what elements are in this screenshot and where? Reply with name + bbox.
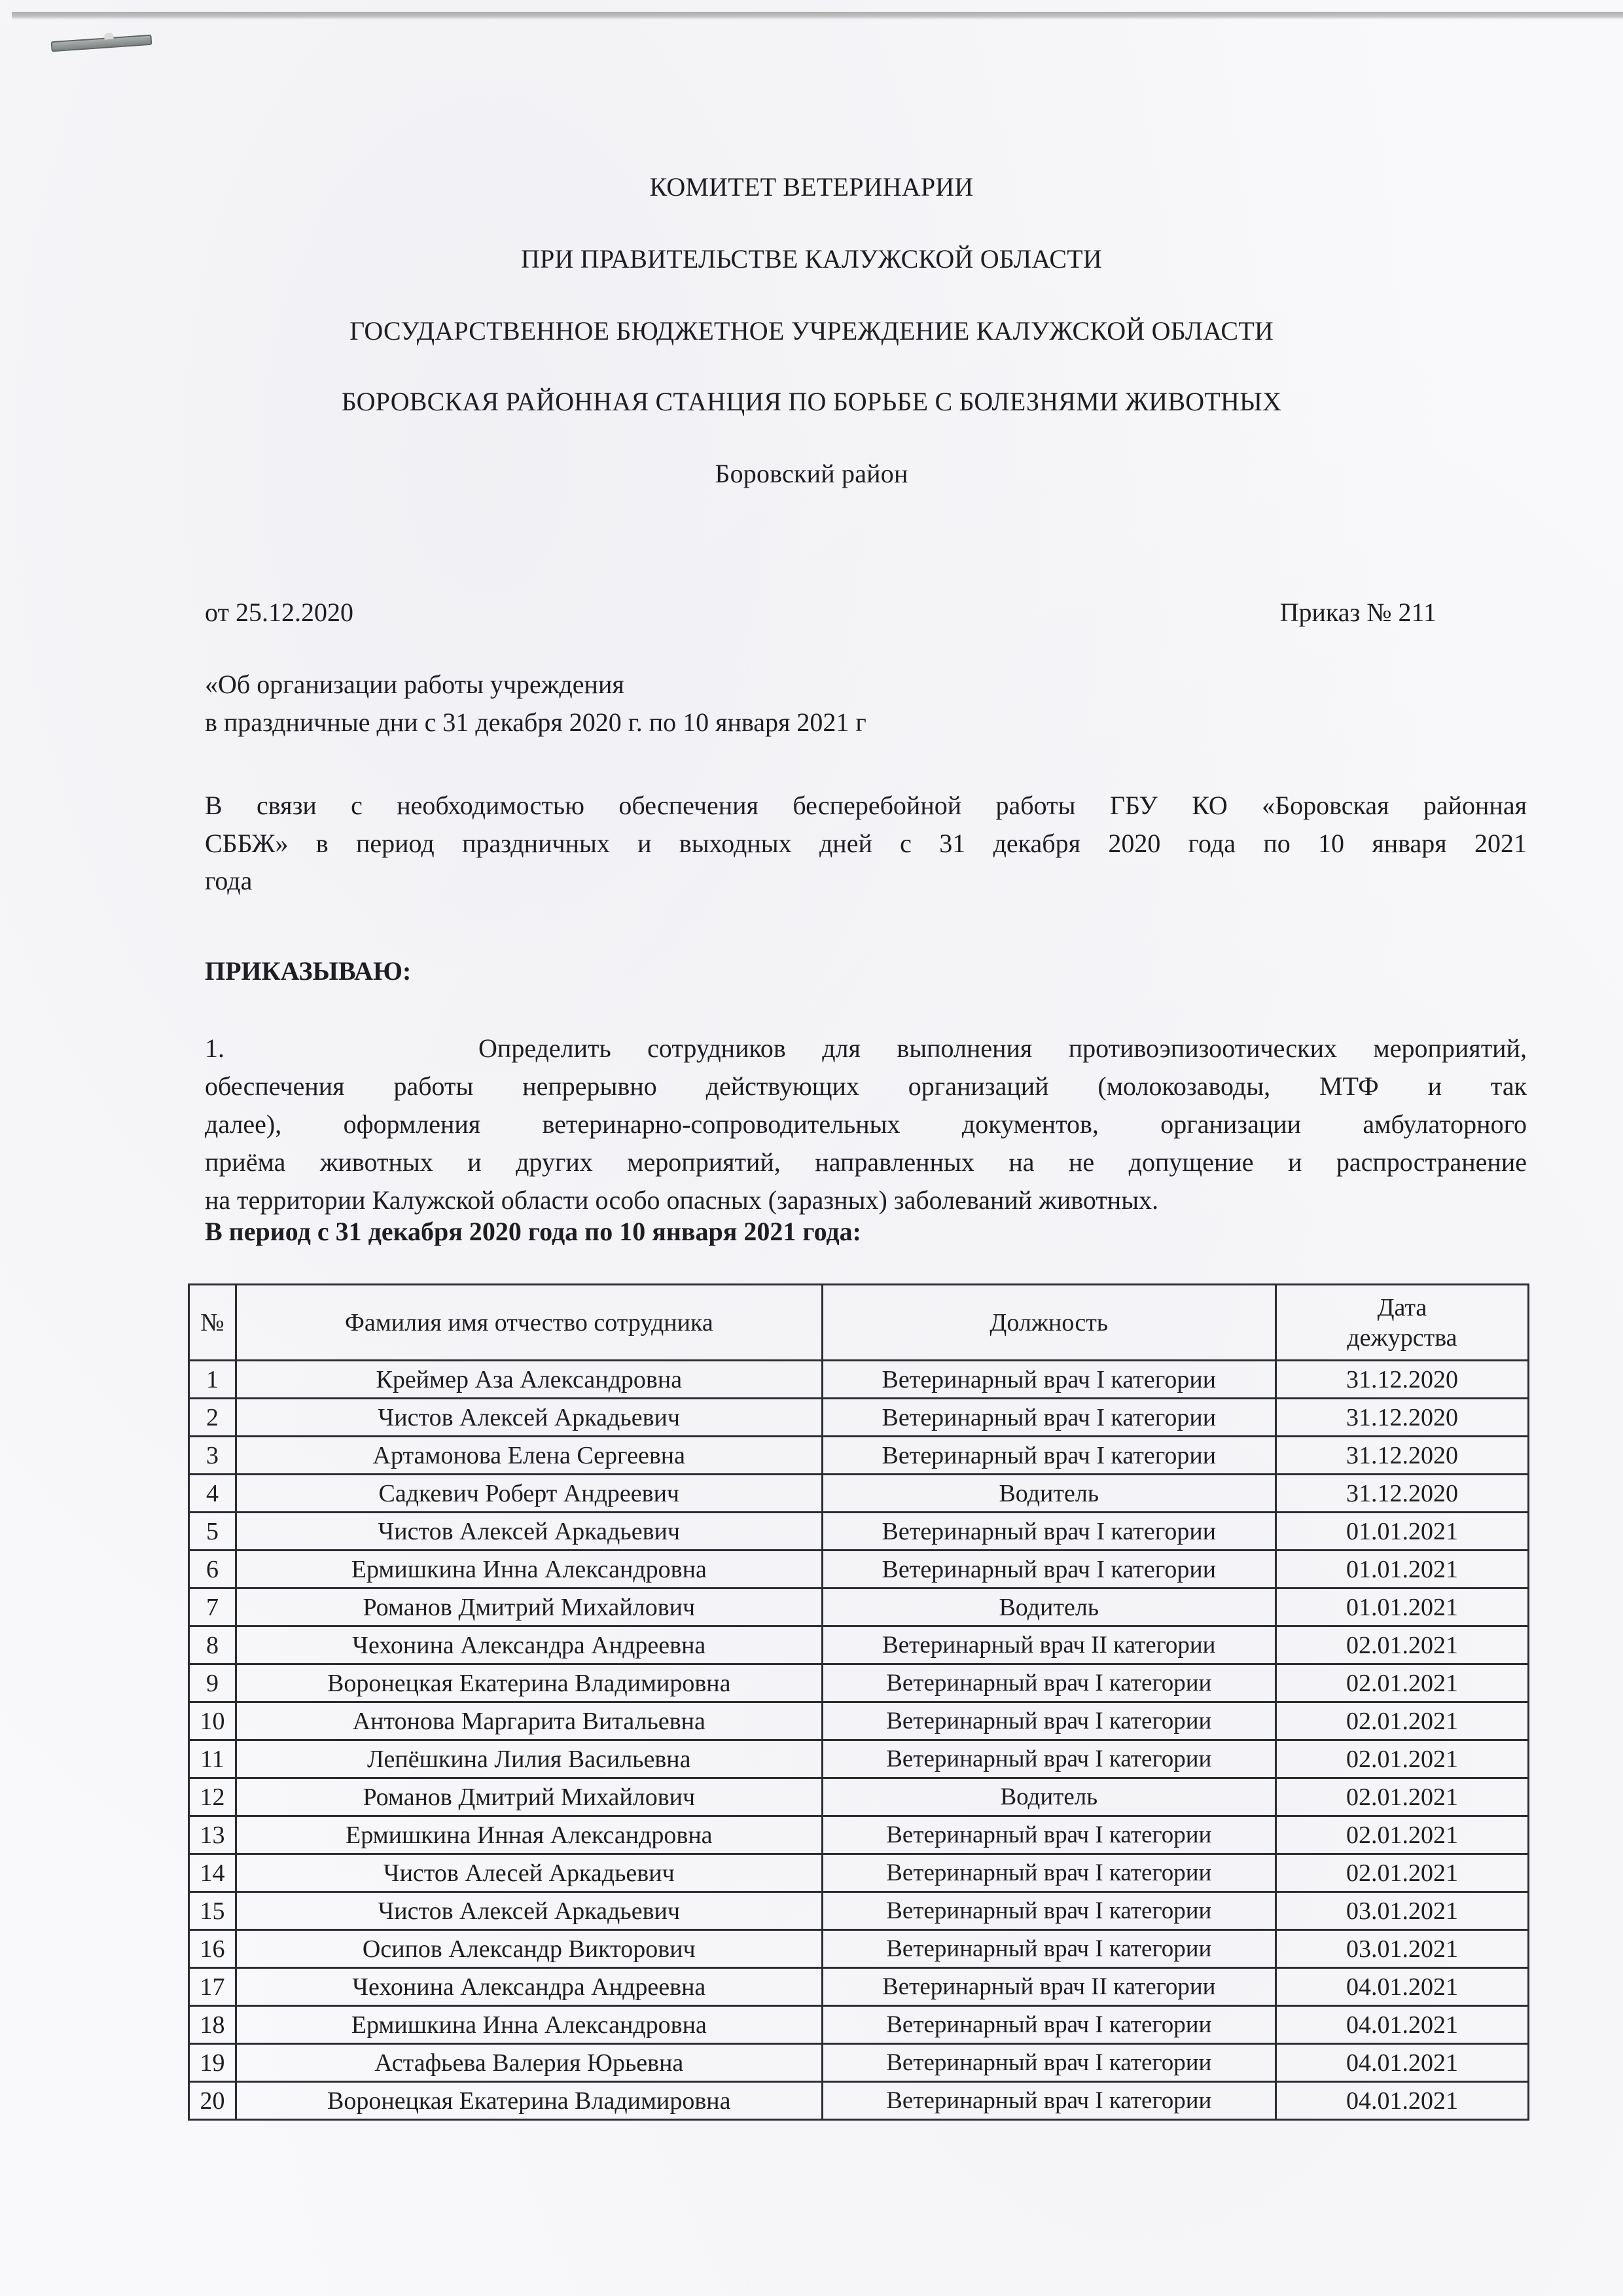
duty-date: 01.01.2021 <box>1275 1513 1528 1551</box>
table-row <box>189 1551 1529 1588</box>
employee-position: Ветеринарный врач I категории <box>822 2082 1275 2120</box>
order-command: ПРИКАЗЫВАЮ: <box>205 956 412 986</box>
duty-date: 02.01.2021 <box>1275 1626 1528 1664</box>
employee-name: Ермишкина Инна Александровна <box>236 1551 822 1588</box>
preamble-text-1: В связи с необходимостью обеспечения бесперебойной работы ГБУ КО «Боровская районная <box>205 791 1527 820</box>
employee-name: Осипов Александр Викторович <box>236 1930 822 1968</box>
row-number: 14 <box>189 1854 236 1892</box>
row-number: 6 <box>189 1551 236 1588</box>
employee-name: Креймер Аза Александровна <box>236 1361 822 1399</box>
table-row <box>189 1588 1529 1626</box>
employee-position: Ветеринарный врач I категории <box>822 2044 1275 2082</box>
header-line-institution: ГОСУДАРСТВЕННОЕ БЮДЖЕТНОЕ УЧРЕЖДЕНИЕ КАЛУЖСКОЙ ОБЛАСТИ <box>349 316 1274 346</box>
table-row <box>189 1740 1529 1778</box>
table-row <box>189 1702 1529 1740</box>
column-header-duty-date-line-1: Дата <box>1377 1293 1427 1321</box>
column-header-name: Фамилия имя отчество сотрудника <box>236 1285 822 1361</box>
row-number: 7 <box>189 1588 236 1626</box>
table-row <box>189 1437 1529 1475</box>
row-number: 1 <box>189 1361 236 1399</box>
row-number: 12 <box>189 1778 236 1816</box>
table-row <box>189 1361 1529 1399</box>
row-number: 18 <box>189 2006 236 2044</box>
preamble-line-1 <box>205 790 1527 821</box>
table-row <box>189 2006 1529 2044</box>
column-header-position: Должность <box>822 1285 1275 1361</box>
row-number: 8 <box>189 1626 236 1664</box>
column-header-duty-date-line-2: дежурства <box>1347 1323 1457 1352</box>
table-row <box>189 1968 1529 2006</box>
table-row <box>189 1475 1529 1513</box>
employee-name: Артамонова Елена Сергеевна <box>236 1437 822 1475</box>
employee-name: Чистов Алексей Аркадьевич <box>236 1399 822 1437</box>
row-number: 16 <box>189 1930 236 1968</box>
duty-date: 02.01.2021 <box>1275 1778 1528 1816</box>
duty-date: 04.01.2021 <box>1275 1968 1528 2006</box>
employee-position: Ветеринарный врач I категории <box>822 1437 1275 1475</box>
header-line-committee: КОМИТЕТ ВЕТЕРИНАРИИ <box>649 172 974 202</box>
duty-date: 02.01.2021 <box>1275 1816 1528 1854</box>
table-row <box>189 1892 1529 1930</box>
employee-position: Ветеринарный врач I категории <box>822 2006 1275 2044</box>
clause-1-line-1 <box>205 1033 1527 1064</box>
staple-mark <box>51 35 152 52</box>
clause-1-text-4: приёма животных и других мероприятий, направленных на не допущение и распространение <box>205 1147 1527 1177</box>
employee-name: Чистов Алексей Аркадьевич <box>236 1892 822 1930</box>
table-row <box>189 1664 1529 1702</box>
table-row <box>189 1626 1529 1664</box>
duty-date: 01.01.2021 <box>1275 1551 1528 1588</box>
employee-name: Чехонина Александра Андреевна <box>236 1968 822 2006</box>
order-subject-line-2: в праздничные дни с 31 декабря 2020 г. по 10 января 2021 г <box>205 708 866 737</box>
duty-date: 04.01.2021 <box>1275 2006 1528 2044</box>
row-number: 13 <box>189 1816 236 1854</box>
employee-name: Лепёшкина Лилия Васильевна <box>236 1740 822 1778</box>
clause-1-line-2 <box>205 1071 1527 1102</box>
period-heading: В период с 31 декабря 2020 года по 10 января 2021 года: <box>205 1217 861 1246</box>
employee-position: Водитель <box>822 1588 1275 1626</box>
table-row <box>189 1778 1529 1816</box>
row-number: 11 <box>189 1740 236 1778</box>
order-date: от 25.12.2020 <box>205 598 353 627</box>
employee-name: Романов Дмитрий Михайлович <box>236 1778 822 1816</box>
employee-position: Ветеринарный врач I категории <box>822 1854 1275 1892</box>
scan-edge-shadow <box>12 12 1623 20</box>
clause-1-line-3 <box>205 1109 1527 1140</box>
duty-date: 04.01.2021 <box>1275 2082 1528 2120</box>
employee-position: Водитель <box>822 1475 1275 1513</box>
duty-date: 02.01.2021 <box>1275 1702 1528 1740</box>
clause-1-text-1: 1. Определить сотрудников для выполнения противоэпизоотических мероприятий, <box>205 1033 1527 1063</box>
order-subject-line-1: «Об организации работы учреждения <box>205 670 624 699</box>
employee-name: Чистов Алесей Аркадьевич <box>236 1854 822 1892</box>
employee-name: Ермишкина Инная Александровна <box>236 1816 822 1854</box>
clause-1-text-2: обеспечения работы непрерывно действующих организаций (молокозаводы, МТФ и так <box>205 1071 1527 1101</box>
table-row <box>189 2082 1529 2120</box>
duty-date: 01.01.2021 <box>1275 1588 1528 1626</box>
clause-1-line-5: на территории Калужской области особо опасных (заразных) заболеваний животных. <box>205 1185 1159 1215</box>
employee-position: Водитель <box>822 1778 1275 1816</box>
table-row <box>189 1816 1529 1854</box>
employee-position: Ветеринарный врач I категории <box>822 1399 1275 1437</box>
duty-date: 31.12.2020 <box>1275 1399 1528 1437</box>
table-row <box>189 2044 1529 2082</box>
order-number: Приказ № 211 <box>1279 598 1436 627</box>
duty-date: 02.01.2021 <box>1275 1664 1528 1702</box>
column-header-duty-date <box>1275 1285 1528 1361</box>
row-number: 9 <box>189 1664 236 1702</box>
duty-date: 02.01.2021 <box>1275 1740 1528 1778</box>
row-number: 4 <box>189 1475 236 1513</box>
preamble-line-3: года <box>205 866 253 895</box>
row-number: 20 <box>189 2082 236 2120</box>
employee-position: Ветеринарный врач I категории <box>822 1702 1275 1740</box>
employee-name: Антонова Маргарита Витальевна <box>236 1702 822 1740</box>
employee-position: Ветеринарный врач I категории <box>822 1664 1275 1702</box>
row-number: 3 <box>189 1437 236 1475</box>
row-number: 19 <box>189 2044 236 2082</box>
duty-date: 02.01.2021 <box>1275 1854 1528 1892</box>
duty-date: 31.12.2020 <box>1275 1437 1528 1475</box>
employee-position: Ветеринарный врач I категории <box>822 1513 1275 1551</box>
employee-position: Ветеринарный врач II категории <box>822 1968 1275 2006</box>
duty-date: 31.12.2020 <box>1275 1475 1528 1513</box>
table-row <box>189 1854 1529 1892</box>
employee-name: Воронецкая Екатерина Владимировна <box>236 1664 822 1702</box>
row-number: 10 <box>189 1702 236 1740</box>
employee-position: Ветеринарный врач I категории <box>822 1361 1275 1399</box>
row-number: 15 <box>189 1892 236 1930</box>
clause-1-text-3: далее), оформления ветеринарно-сопроводительных документов, организации амбулаторного <box>205 1109 1527 1139</box>
clause-1-line-4 <box>205 1147 1527 1178</box>
employee-position: Ветеринарный врач II категории <box>822 1626 1275 1664</box>
employee-name: Астафьева Валерия Юрьевна <box>236 2044 822 2082</box>
duty-date: 03.01.2021 <box>1275 1892 1528 1930</box>
row-number: 5 <box>189 1513 236 1551</box>
table-row <box>189 1513 1529 1551</box>
row-number: 2 <box>189 1399 236 1437</box>
employee-name: Ермишкина Инна Александровна <box>236 2006 822 2044</box>
header-district: Боровский район <box>715 459 908 488</box>
employee-position: Ветеринарный врач I категории <box>822 1740 1275 1778</box>
preamble-text-2: СББЖ» в период праздничных и выходных дней с 31 декабря 2020 года по 10 января 2021 <box>205 829 1527 858</box>
employee-name: Садкевич Роберт Андреевич <box>236 1475 822 1513</box>
employee-name: Воронецкая Екатерина Владимировна <box>236 2082 822 2120</box>
table-row <box>189 1399 1529 1437</box>
preamble-line-2 <box>205 828 1527 859</box>
employee-name: Романов Дмитрий Михайлович <box>236 1588 822 1626</box>
duty-date: 04.01.2021 <box>1275 2044 1528 2082</box>
header-line-station: БОРОВСКАЯ РАЙОННАЯ СТАНЦИЯ ПО БОРЬБЕ С БОЛЕЗНЯМИ ЖИВОТНЫХ <box>341 387 1282 416</box>
employee-position: Ветеринарный врач I категории <box>822 1551 1275 1588</box>
duty-roster-table <box>188 1283 1529 2121</box>
employee-name: Чехонина Александра Андреевна <box>236 1626 822 1664</box>
employee-name: Чистов Алексей Аркадьевич <box>236 1513 822 1551</box>
table-header-row <box>189 1285 1529 1361</box>
duty-date: 03.01.2021 <box>1275 1930 1528 1968</box>
table-row <box>189 1930 1529 1968</box>
column-header-number: № <box>189 1285 236 1361</box>
duty-date: 31.12.2020 <box>1275 1361 1528 1399</box>
employee-position: Ветеринарный врач I категории <box>822 1930 1275 1968</box>
header-line-government: ПРИ ПРАВИТЕЛЬСТВЕ КАЛУЖСКОЙ ОБЛАСТИ <box>520 244 1103 274</box>
employee-position: Ветеринарный врач I категории <box>822 1816 1275 1854</box>
row-number: 17 <box>189 1968 236 2006</box>
employee-position: Ветеринарный врач I категории <box>822 1892 1275 1930</box>
